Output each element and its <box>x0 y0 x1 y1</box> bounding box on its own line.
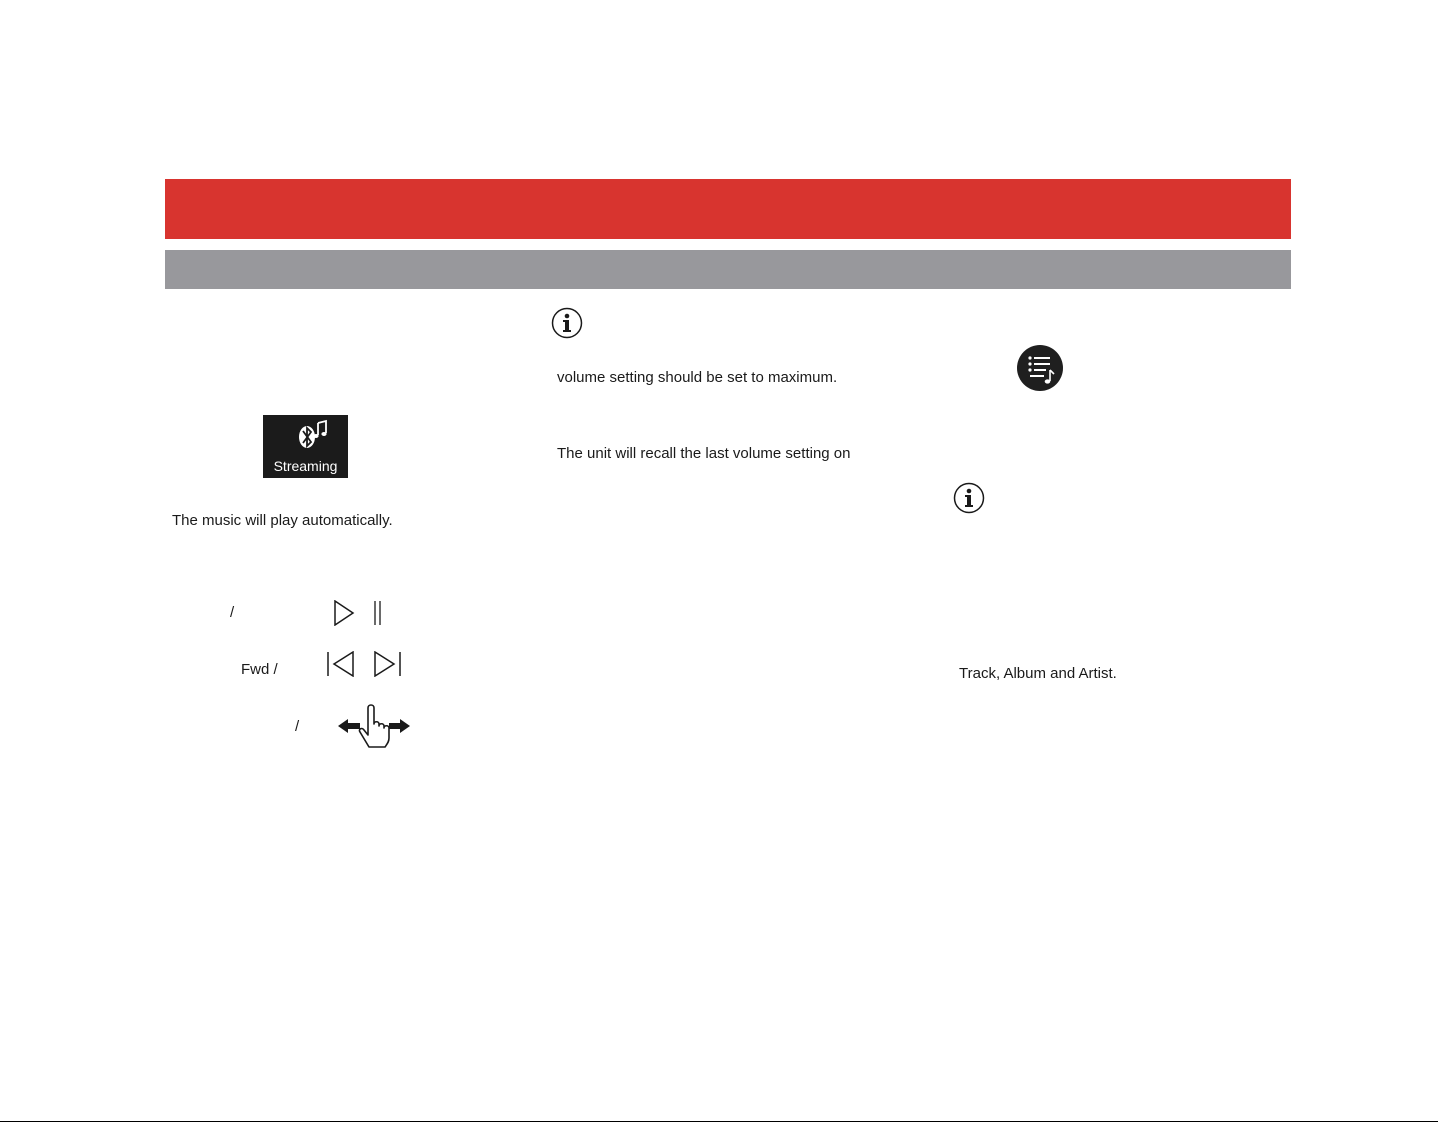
music-list-icon <box>1016 344 1064 392</box>
volume-note-text: volume setting should be set to maximum. <box>557 369 838 386</box>
volume-recall-text: The unit will recall the last volume setting on <box>557 445 851 462</box>
streaming-badge <box>263 415 348 478</box>
next-track-icon <box>373 651 403 677</box>
section-subheader-bar <box>165 250 1291 289</box>
swipe-gesture-icon <box>336 702 412 750</box>
swipe-separator: / <box>295 718 300 735</box>
previous-track-icon <box>326 651 356 677</box>
streaming-label: Streaming <box>273 458 338 474</box>
page-bottom-rule <box>0 1121 1438 1122</box>
info-icon <box>953 482 985 514</box>
track-album-artist-text: Track, Album and Artist. <box>959 665 1117 682</box>
play-pause-separator: / <box>230 604 235 621</box>
skip-forward-label: Fwd / <box>241 661 278 678</box>
section-header-bar <box>165 179 1291 239</box>
auto-play-text: The music will play automatically. <box>172 512 393 529</box>
pause-icon <box>372 600 384 626</box>
info-icon <box>551 307 583 339</box>
play-icon <box>333 600 355 626</box>
